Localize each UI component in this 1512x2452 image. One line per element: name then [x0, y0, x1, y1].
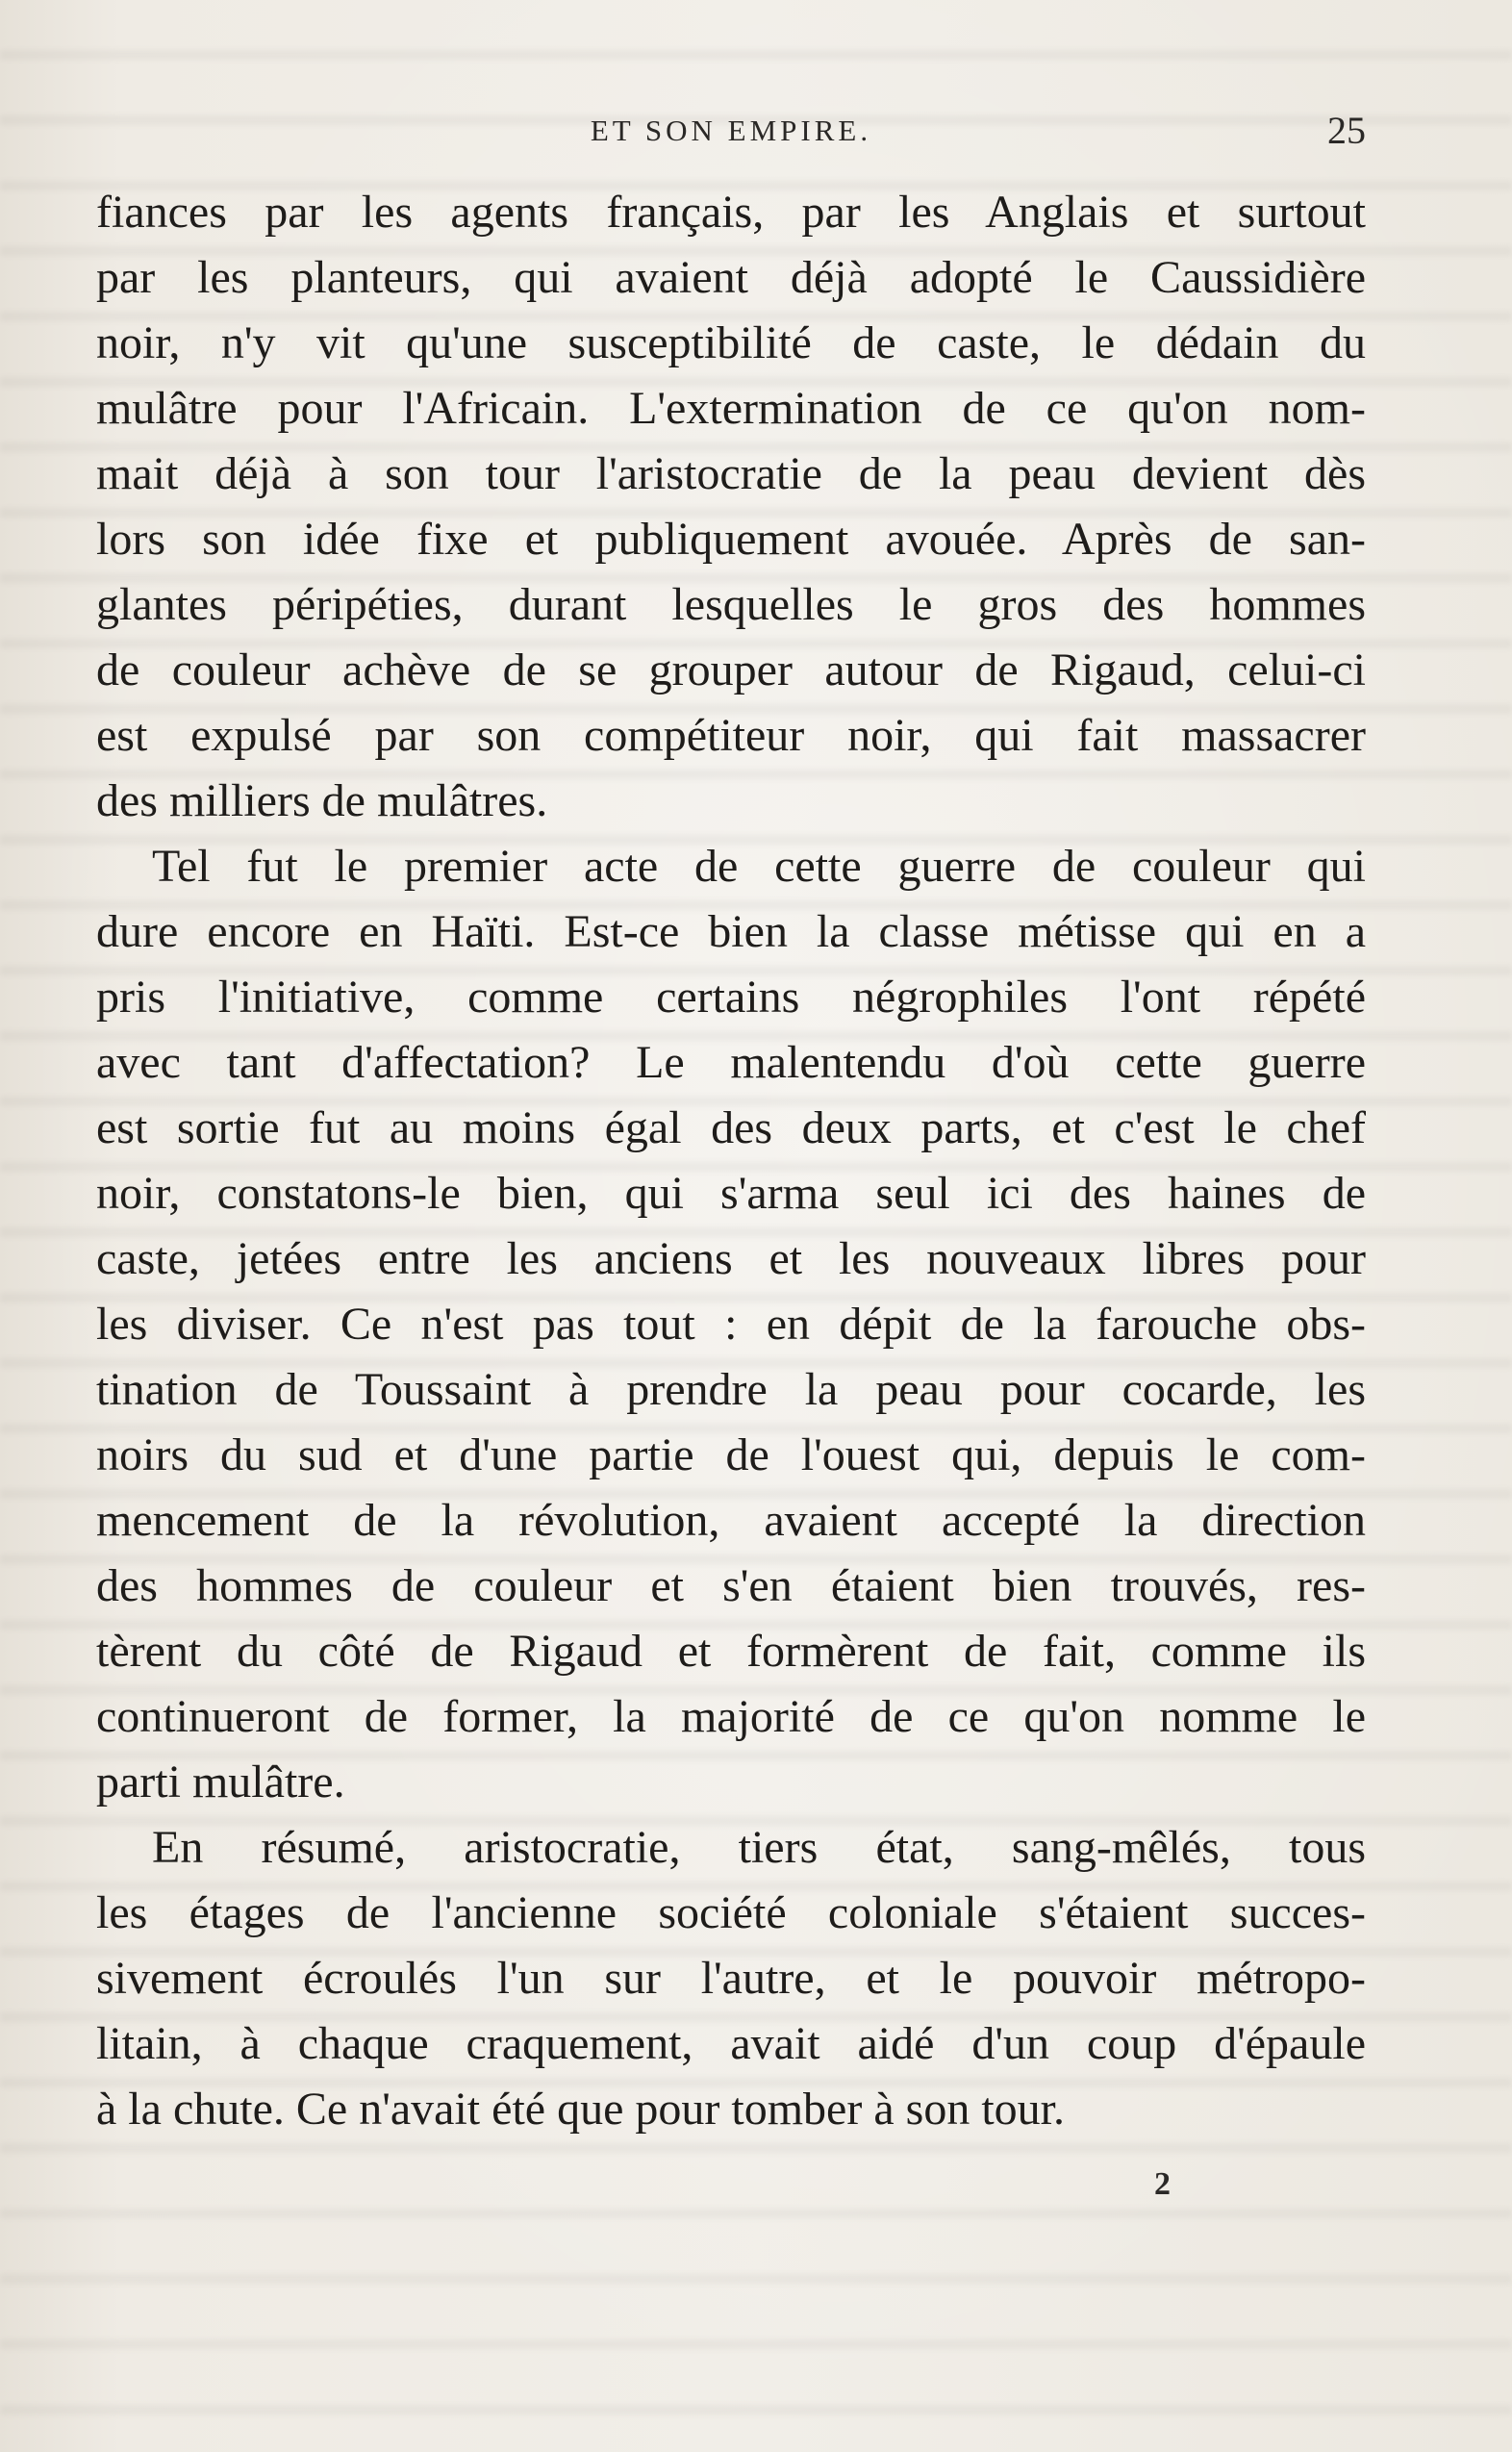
text-line: à la chute. Ce n'avait été que pour tomber à son tour.	[96, 2084, 1065, 2135]
signature-mark: 2	[1154, 2166, 1171, 2202]
text-line: des milliers de mulâtres.	[96, 775, 548, 826]
text-line: pris l'initiative, comme certains négrophiles l'ont répété	[96, 972, 1366, 1023]
text-line: caste, jetées entre les anciens et les nouveaux libres pour	[96, 1233, 1366, 1284]
text-line: tination de Toussaint à prendre la peau pour cocarde, les	[96, 1364, 1366, 1415]
text-line: est sortie fut au moins égal des deux parts, et c'est le chef	[96, 1102, 1366, 1153]
text-line: de couleur achève de se grouper autour de Rigaud, celui-ci	[96, 645, 1366, 695]
text-line: glantes péripéties, durant lesquelles le gros des hommes	[96, 579, 1366, 630]
text-line: mulâtre pour l'Africain. L'extermination de ce qu'on nom-	[96, 383, 1366, 434]
text-line: est expulsé par son compétiteur noir, qui fait massacrer	[96, 710, 1366, 761]
text-line: des hommes de couleur et s'en étaient bien trouvés, res-	[96, 1560, 1366, 1611]
text-line: par les planteurs, qui avaient déjà adopté le Caussidière	[96, 252, 1366, 303]
text-line: Tel fut le premier acte de cette guerre de couleur qui	[152, 841, 1366, 892]
text-line: mencement de la révolution, avaient accepté la direction	[96, 1495, 1366, 1546]
text-line: fiances par les agents français, par les Anglais et surtout	[96, 187, 1366, 238]
body-text	[96, 180, 1366, 2142]
text-line: avec tant d'affectation? Le malentendu d'où cette guerre	[96, 1037, 1366, 1088]
text-line: litain, à chaque craquement, avait aidé d'un coup d'épaule	[96, 2018, 1366, 2069]
text-line: continueront de former, la majorité de ce qu'on nomme le	[96, 1691, 1366, 1742]
text-line: noir, n'y vit qu'une susceptibilité de caste, le dédain du	[96, 317, 1366, 368]
text-line: sivement écroulés l'un sur l'autre, et le pouvoir métropo-	[96, 1953, 1366, 2004]
text-line: noir, constatons-le bien, qui s'arma seul ici des haines de	[96, 1168, 1366, 1219]
text-line: mait déjà à son tour l'aristocratie de la peau devient dès	[96, 448, 1366, 499]
text-line: les étages de l'ancienne société coloniale s'étaient succes-	[96, 1887, 1366, 1938]
running-title: ET SON EMPIRE.	[590, 114, 872, 147]
text-line: tèrent du côté de Rigaud et formèrent de fait, comme ils	[96, 1626, 1366, 1677]
text-line: lors son idée fixe et publiquement avouée. Après de san-	[96, 514, 1366, 565]
text-line: dure encore en Haïti. Est-ce bien la classe métisse qui en a	[96, 906, 1366, 957]
running-head	[96, 108, 1366, 156]
page-number: 25	[1327, 109, 1366, 152]
text-line: En résumé, aristocratie, tiers état, sang-mêlés, tous	[152, 1822, 1366, 1873]
text-line: les diviser. Ce n'est pas tout : en dépit de la farouche obs-	[96, 1299, 1366, 1350]
text-line: parti mulâtre.	[96, 1757, 345, 1807]
text-line: noirs du sud et d'une partie de l'ouest qui, depuis le com-	[96, 1429, 1366, 1480]
